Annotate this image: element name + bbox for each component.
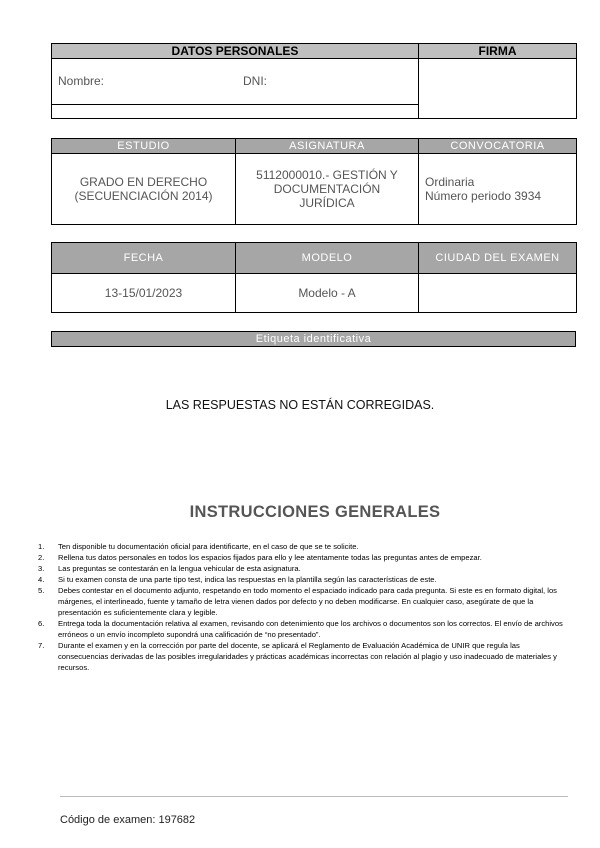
list-item: 5. Debes contestar en el documento adjunto, respetando en todo momento el espaciado indicado para cada pregunta. Si este es en formato digital, los márgenes, el interlineado, fuente y tamaño de letra vienen dados por defecto y no deben modificarse. En cualquier caso, asegúrate de que la presentación es suficientemente clara y legible.: [38, 586, 557, 617]
call-value: [419, 154, 577, 225]
label-header: Etiqueta identificativa: [52, 332, 576, 347]
signature-field[interactable]: [419, 59, 577, 119]
list-item: 1. Ten disponible tu documentación oficial para identificarte, en el caso de que se te solicite.: [38, 542, 359, 551]
list-item: 3. Las preguntas se contestarán en la lengua vehicular de esta asignatura.: [38, 564, 301, 573]
instructions-title: INSTRUCCIONES GENERALES: [189, 503, 441, 521]
corrections-notice: LAS RESPUESTAS NO ESTÁN CORREGIDAS.: [165, 398, 435, 412]
exam-code: Código de examen: 197682: [60, 814, 196, 826]
degree-value: GRADO EN DERECHO (SECUENCIACIÓN 2014): [52, 154, 236, 225]
list-item: 6. Entrega toda la documentación relativa al examen, revisando con detenimiento que los archivos o documentos son los correctos. El envío de archivos erróneos o un envío incompleto supondrá una calificación de “no presentado”.: [38, 619, 563, 639]
dni-label: DNI:: [243, 74, 267, 88]
footer-divider: [60, 796, 568, 797]
subject-header: ASIGNATURA: [236, 139, 419, 154]
list-item: 7. Durante el examen y en la corrección por parte del docente, se aplicará el Reglamento de Evaluación Académica de UNIR que regula las consecuencias derivadas de las posibles irregularidades y prácticas académicas incorrectas con relación al plagio y uso inadecuado de materiales y recursos.: [38, 641, 557, 672]
study-header: ESTUDIO: [52, 139, 236, 154]
model-header: MODELO: [236, 243, 419, 274]
personal-data-table: [51, 43, 577, 119]
call-header: CONVOCATORIA: [419, 139, 577, 154]
period-number: Número periodo 3934: [425, 189, 542, 203]
city-value[interactable]: [419, 274, 577, 313]
exam-table: [51, 242, 577, 313]
personal-data-cell[interactable]: [52, 59, 419, 105]
personal-extra-row[interactable]: [52, 105, 419, 119]
name-label: Nombre:: [58, 74, 105, 88]
list-item: 2. Rellena tus datos personales en todos los espacios fijados para ello y lee atentamente todas las preguntas antes de empezar.: [38, 553, 482, 562]
study-table: [51, 138, 577, 225]
instructions-list: [38, 541, 568, 673]
date-header: FECHA: [52, 243, 236, 274]
date-value: 13-15/01/2023: [52, 274, 236, 313]
list-item: 4. Si tu examen consta de una parte tipo test, indica las respuestas en la plantilla según las características de este.: [38, 575, 437, 584]
label-table: [51, 331, 576, 347]
signature-header: FIRMA: [419, 44, 577, 59]
city-header: CIUDAD DEL EXAMEN: [419, 243, 577, 274]
model-value: Modelo - A: [236, 274, 419, 313]
subject-value: 5112000010.- GESTIÓN Y DOCUMENTACIÓN JURÍDICA: [236, 154, 419, 225]
call-type: Ordinaria: [425, 175, 475, 189]
personal-data-header: DATOS PERSONALES: [52, 44, 419, 59]
